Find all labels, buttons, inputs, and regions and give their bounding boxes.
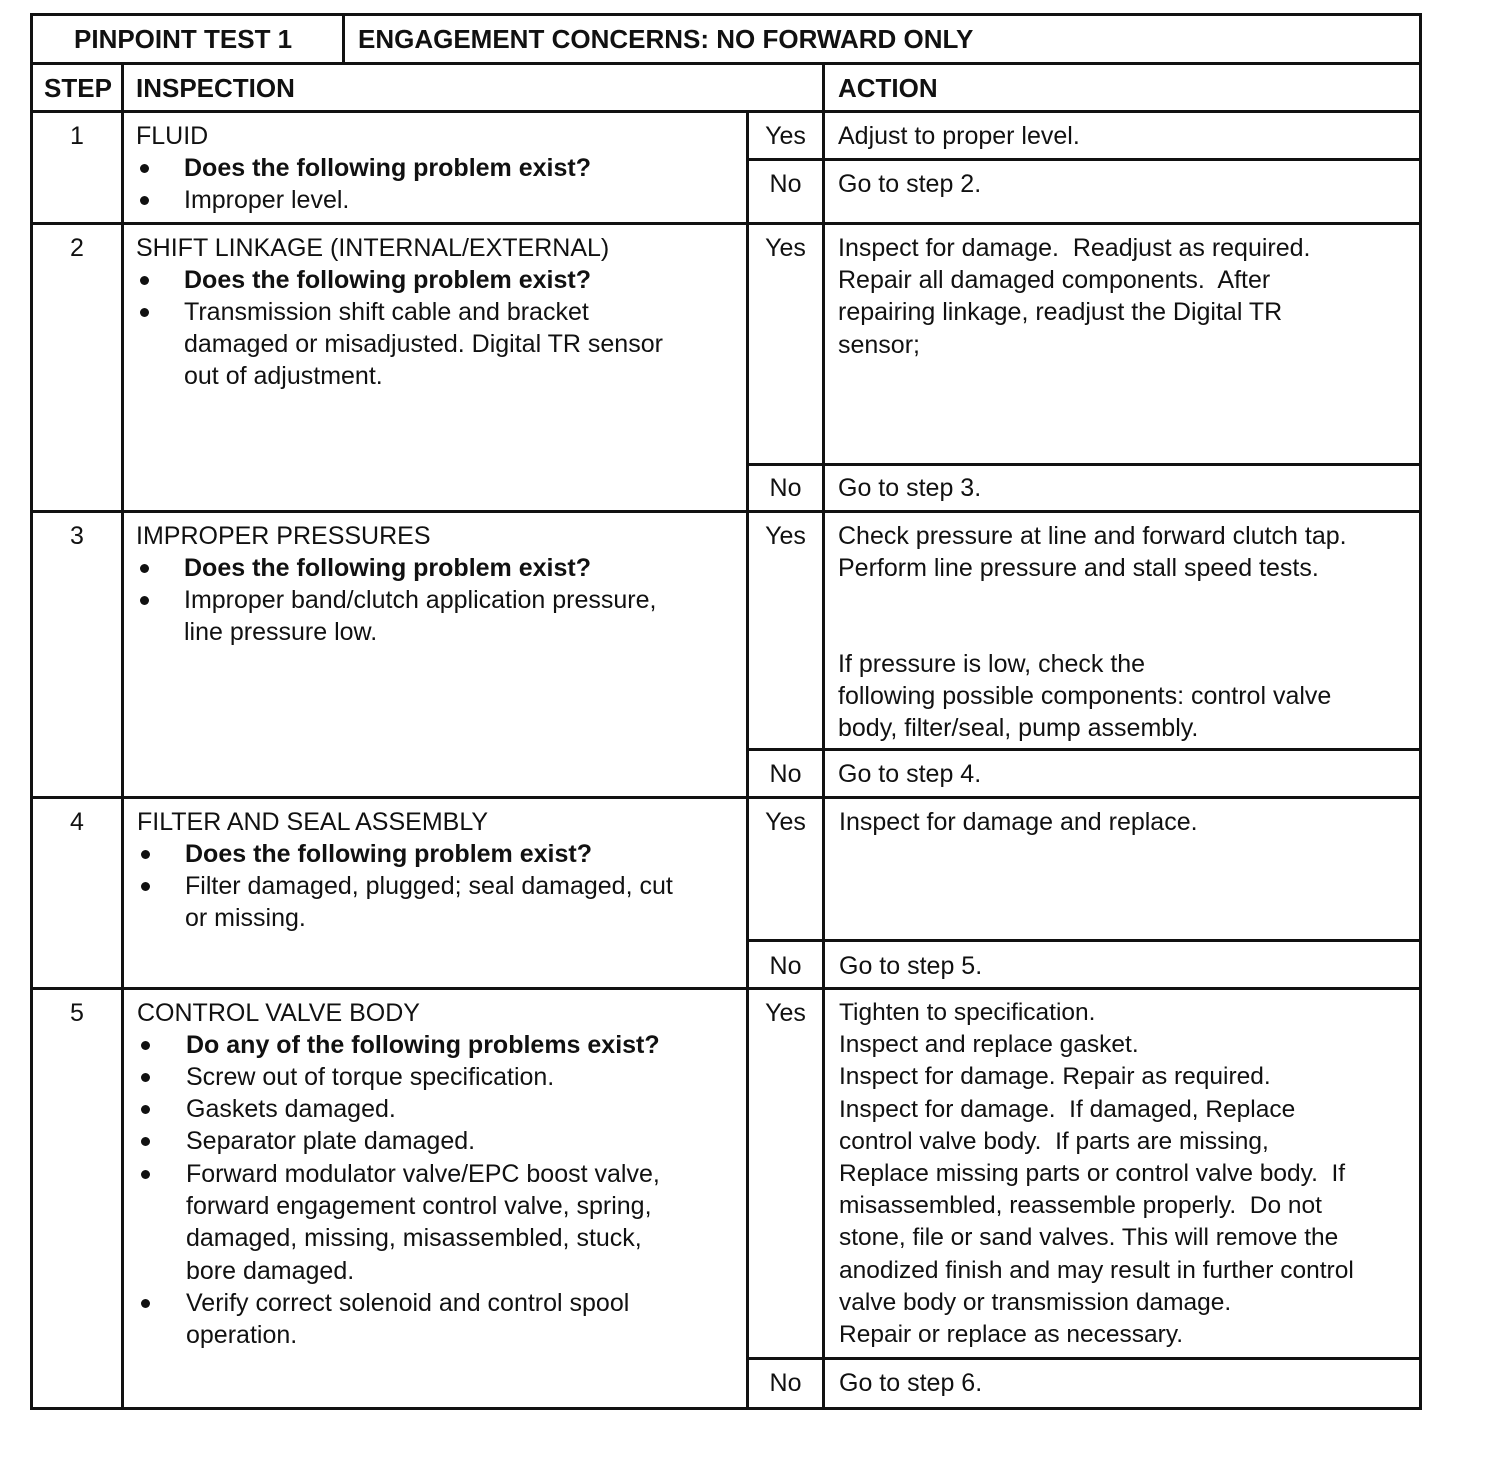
step-title: SHIFT LINKAGE (INTERNAL/EXTERNAL) — [136, 234, 610, 262]
header-divider — [342, 13, 345, 65]
action-column-divider — [822, 62, 825, 1410]
bullet-icon — [141, 1105, 150, 1114]
step-separator — [30, 510, 1422, 513]
step-separator — [30, 222, 1422, 225]
inspection-item: Transmission shift cable and bracket damaged or misadjusted. Digital TR sensor out of adjustment. — [184, 298, 663, 391]
step-separator — [30, 987, 1422, 990]
column-header-rule — [30, 110, 1422, 113]
yes-label: Yes — [765, 999, 806, 1027]
bullet-icon — [141, 882, 150, 891]
column-inspection: INSPECTION — [136, 73, 295, 103]
yes-action: Inspect for damage and replace. — [839, 808, 1198, 836]
test-title: ENGAGEMENT CONCERNS: NO FORWARD ONLY — [358, 24, 974, 54]
inspection-item: Filter damaged, plugged; seal damaged, cut or missing. — [185, 872, 673, 933]
step-question: Do any of the following problems exist? — [186, 1031, 660, 1059]
yes-action-followup: If pressure is low, check the following possible components: control valve body, filter/seal, pump assembly. — [838, 650, 1332, 743]
yes-action: Inspect for damage. Readjust as required. Repair all damaged components. After repairing linkage, readjust the Digital TR sensor; — [838, 234, 1311, 359]
no-action: Go to step 5. — [839, 952, 983, 980]
bullet-icon — [140, 596, 149, 605]
yes-label: Yes — [765, 522, 806, 550]
bullet-icon — [141, 1073, 150, 1082]
no-action: Go to step 6. — [839, 1369, 983, 1397]
step-title: FLUID — [136, 122, 209, 150]
yes-no-separator — [746, 1357, 1422, 1360]
bullet-icon — [140, 308, 149, 317]
bullet-icon — [141, 1041, 150, 1050]
step-question: Does the following problem exist? — [184, 266, 591, 294]
inspection-item: Gaskets damaged. — [186, 1095, 396, 1123]
inspection-item: Verify correct solenoid and control spool operation. — [186, 1289, 630, 1350]
header-bottom-rule — [30, 62, 1422, 65]
bullet-icon — [141, 850, 150, 859]
bullet-icon — [140, 564, 149, 573]
step-question: Does the following problem exist? — [185, 840, 592, 868]
no-action: Go to step 4. — [838, 760, 982, 788]
test-id: PINPOINT TEST 1 — [74, 24, 293, 54]
no-label: No — [769, 952, 802, 980]
no-action: Go to step 3. — [838, 474, 982, 502]
step-number: 3 — [70, 522, 84, 550]
step-number: 1 — [70, 122, 84, 150]
step-column-divider — [121, 62, 124, 1410]
yes-no-separator — [746, 158, 1422, 161]
yes-no-separator — [746, 939, 1422, 942]
yes-action: Adjust to proper level. — [838, 122, 1080, 150]
no-label: No — [769, 170, 802, 198]
step-separator — [30, 796, 1422, 799]
inspection-item: Separator plate damaged. — [186, 1127, 476, 1155]
step-title: FILTER AND SEAL ASSEMBLY — [137, 808, 489, 836]
step-question: Does the following problem exist? — [184, 554, 591, 582]
step-number: 5 — [70, 999, 84, 1027]
bullet-icon — [141, 1137, 150, 1146]
bullet-icon — [140, 196, 149, 205]
inspection-item: Screw out of torque specification. — [186, 1063, 555, 1091]
yes-action: Tighten to specification. Inspect and replace gasket. Inspect for damage. Repair as required. Inspect for damage. If damaged, Replace control valve body. If parts are missing, Replace missing parts or control valve body. If misassembled, reassemble properly. Do not stone, file or sand valves. This will remove the anodized finish and may result in further control valve body or transmission damage. Repair or replace as necessary. — [839, 999, 1354, 1349]
no-label: No — [769, 1369, 802, 1397]
yes-no-separator — [746, 463, 1422, 466]
no-label: No — [769, 474, 802, 502]
no-action: Go to step 2. — [838, 170, 982, 198]
step-title: CONTROL VALVE BODY — [137, 999, 420, 1027]
inspection-item: Improper level. — [184, 186, 350, 214]
step-number: 2 — [70, 234, 84, 262]
column-action: ACTION — [838, 73, 938, 103]
inspection-item: Improper band/clutch application pressure, line pressure low. — [184, 586, 657, 647]
yes-label: Yes — [765, 234, 806, 262]
yes-label: Yes — [765, 122, 806, 150]
bullet-icon — [141, 1170, 150, 1179]
step-question: Does the following problem exist? — [184, 154, 591, 182]
step-title: IMPROPER PRESSURES — [136, 522, 431, 550]
yes-no-separator — [746, 748, 1422, 751]
step-number: 4 — [70, 808, 84, 836]
column-step: STEP — [44, 73, 112, 103]
bullet-icon — [140, 164, 149, 173]
yes-action: Check pressure at line and forward clutch tap. Perform line pressure and stall speed tests. — [838, 522, 1347, 583]
inspection-item: Forward modulator valve/EPC boost valve, forward engagement control valve, spring, damaged, missing, misassembled, stuck, bore damaged. — [186, 1160, 660, 1285]
no-label: No — [769, 760, 802, 788]
yes-label: Yes — [765, 808, 806, 836]
bullet-icon — [140, 276, 149, 285]
bullet-icon — [141, 1299, 150, 1308]
